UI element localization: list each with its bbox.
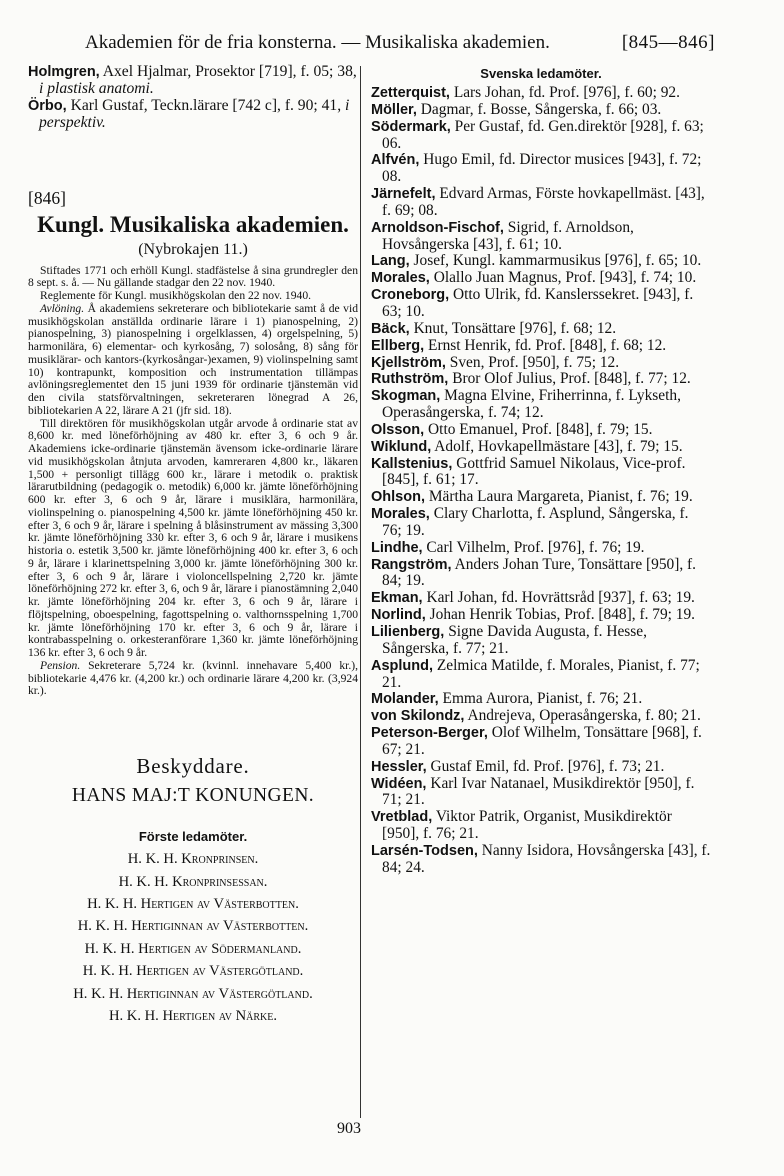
member-name: Wiklund, — [371, 438, 432, 455]
member-name: Larsén-Todsen, — [371, 842, 478, 859]
member-details: Bror Olof Julius, Prof. [848], f. 77; 12. — [452, 370, 691, 388]
member-entry — [371, 506, 711, 540]
member-details: Otto Ulrik, fd. Kanslerssekret. [943], f. 63; 10. — [382, 286, 694, 320]
member-name: Ekman, — [371, 590, 423, 607]
patron-name: HANS MAJ:T KONUNGEN. — [71, 785, 315, 807]
member-name: Asplund, — [371, 657, 434, 674]
member-details: Emma Aurora, Pianist, f. 76; 21. — [442, 690, 643, 708]
member-entry — [371, 759, 711, 776]
member-name: Kjellström, — [371, 354, 446, 371]
member-details: Josef, Kungl. kammarmusikus [976], f. 65; 10. — [413, 252, 702, 270]
member-details: Signe Davida Augusta, f. Hesse, Sångerska, f. 77; 21. — [382, 623, 647, 657]
entry — [28, 64, 358, 98]
member-entry — [371, 422, 711, 439]
honorary-heading: Förste ledamöter. — [138, 829, 248, 845]
member-details: Olof Wilhelm, Tonsättare [968], f. 67; 21. — [382, 724, 702, 758]
member-details: Lars Johan, fd. Prof. [976], f. 60; 92. — [453, 84, 680, 101]
member-entry — [371, 220, 711, 254]
member-details: Sigrid, f. Arnoldson, Hovsångerska [43], f. 61; 10. — [382, 218, 634, 253]
member-entry — [371, 102, 711, 119]
member-name: Olsson, — [371, 421, 425, 438]
member-entry — [371, 725, 711, 759]
member-details: Zelmica Matilde, f. Morales, Pianist, f. 77; 21. — [382, 656, 700, 691]
member-entry — [371, 85, 711, 102]
running-title: Akademien för de fria konsterna. — Musikaliska akademien. — [85, 32, 550, 53]
member-details: Karl Johan, fd. Hovrättsråd [937], f. 63; 19. — [426, 589, 695, 607]
member-name: Norlind, — [371, 607, 426, 624]
entry-subject: i plastisk anatomi. — [39, 79, 154, 97]
member-entry — [371, 843, 711, 877]
member-details: Edvard Armas, Förste hovkapellmäst. [43], f. 69; 08. — [382, 185, 705, 219]
member-entry — [371, 338, 711, 355]
member-entry — [371, 557, 711, 591]
pension-paragraph — [28, 660, 358, 698]
member-name: Molander, — [371, 691, 439, 708]
member-details: Magna Elvine, Friherrinna, f. Lykseth, Operasångerska, f. 74; 12. — [382, 387, 681, 422]
member-entry — [371, 590, 711, 607]
member-entry — [371, 456, 711, 490]
member-entry — [371, 371, 711, 388]
member-details: Per Gustaf, fd. Gen.direktör [928], f. 63; 06. — [382, 117, 704, 152]
member-details: Otto Emanuel, Prof. [848], f. 79; 15. — [428, 420, 653, 438]
member-entry — [371, 691, 711, 708]
member-name: Arnoldson-Fischof, — [371, 219, 504, 236]
member-details: Hugo Emil, fd. Director musices [943], f. 72; 08. — [382, 151, 702, 186]
member-entry — [371, 489, 711, 506]
salary-text: Å akademiens sekreterare och bibliotekarie samt å de vid musikhögskolan anställda ordinarie lärare i 1) pianospelning, 2) pianospelning, 3) pianospelning i orgelklassen, 4) orgelspelning, 5) harmonilära, 6) elementar- och kyrkosång, 7) solosång, 8) sång för musiklärar- och kantors-(kyrkosångar-)examen, 9) violinspelning samt 10) kontrapunkt, komposition och instrumentation tillämpas avlöningsreglementet den 15 juni 1939 för ordinarie tjänstemän vid den civila statsförvaltningen, sekreteraren lönegrad A 26, bibliotekarien A 22, lärare A 21 (jfr sid. 18). — [28, 301, 358, 417]
member-entry — [371, 321, 711, 338]
member-name: Morales, — [371, 506, 430, 523]
member-name: Croneborg, — [371, 287, 450, 304]
member-entry — [371, 186, 711, 220]
academy-address: (Nybrokajen 11.) — [138, 240, 248, 258]
members-list — [371, 85, 711, 877]
left-top-entries — [28, 64, 358, 132]
honorary-member: H. K. H. Hertigen av Västergötland. — [82, 963, 304, 980]
member-name: Lang, — [371, 253, 410, 270]
section-number: [846] — [28, 187, 66, 208]
honorary-list — [28, 848, 358, 1027]
member-name: Ohlson, — [371, 489, 425, 506]
salary-label: Avlöning. — [40, 301, 85, 315]
member-details: Gottfrid Samuel Nikolaus, Vice-prof. [845], f. 61; 17. — [382, 454, 686, 489]
member-details: Sven, Prof. [950], f. 75; 12. — [449, 353, 620, 371]
member-name: Skogman, — [371, 388, 441, 405]
member-name: Widéen, — [371, 775, 427, 792]
honorary-member: H. K. H. Hertigen av Västerbotten. — [87, 895, 299, 912]
member-name: Lindhe, — [371, 539, 423, 556]
member-name: Kallstenius, — [371, 455, 453, 472]
entry-name: Örbo, — [28, 97, 67, 114]
member-details: Clary Charlotta, f. Asplund, Sångerska, f. 76; 19. — [382, 505, 689, 539]
member-details: Carl Vilhelm, Prof. [976], f. 76; 19. — [426, 538, 645, 556]
entry-name: Holmgren, — [28, 64, 100, 80]
member-entry — [371, 355, 711, 372]
member-details: Gustaf Emil, fd. Prof. [976], f. 73; 21. — [430, 757, 665, 775]
entry — [28, 98, 358, 132]
member-name: Vretblad, — [371, 809, 433, 826]
member-entry — [371, 439, 711, 456]
members-heading: Svenska ledamöter. — [480, 66, 602, 81]
salary-paragraph — [28, 303, 358, 418]
column-divider — [360, 66, 361, 1118]
member-entry — [371, 270, 711, 287]
member-name: Alfvén, — [371, 152, 420, 169]
left-column — [28, 64, 358, 1027]
academy-title: Kungl. Musikaliska akademien. — [37, 211, 349, 237]
honorary-member: H. K. H. Hertigen av Närke. — [108, 1007, 278, 1024]
member-details: Dagmar, f. Bosse, Sångerska, f. 66; 03. — [420, 100, 662, 118]
running-header — [85, 32, 715, 54]
member-entry — [371, 253, 711, 270]
member-name: Bäck, — [371, 320, 410, 337]
member-name: Lilienberg, — [371, 624, 445, 640]
member-name: von Skilondz, — [371, 708, 465, 725]
member-details: Märtha Laura Margareta, Pianist, f. 76; 19. — [428, 488, 693, 506]
honorary-member: H. K. H. Hertigen av Södermanland. — [84, 940, 302, 957]
page-range: [845—846] — [621, 32, 715, 53]
member-details: Andrejeva, Operasångerska, f. 80; 21. — [467, 707, 701, 725]
member-entry — [371, 540, 711, 557]
member-details: Adolf, Hovkapellmästare [43], f. 79; 15. — [434, 437, 683, 455]
entry-text: Karl Gustaf, Teckn.lärare [742 c], f. 90; 41, — [70, 96, 342, 114]
member-entry — [371, 388, 711, 422]
member-details: Anders Johan Ture, Tonsättare [950], f. 84; 19. — [382, 555, 697, 590]
honorary-member: H. K. H. Hertiginnan av Västergötland. — [73, 985, 313, 1002]
pension-label: Pension. — [40, 658, 81, 672]
member-details: Johan Henrik Tobias, Prof. [848], f. 79; 19. — [429, 606, 696, 624]
member-name: Ruthström, — [371, 371, 449, 388]
member-entry — [371, 809, 711, 843]
member-entry — [371, 658, 711, 692]
honorary-member: H. K. H. Kronprinsen. — [127, 851, 259, 868]
member-name: Hessler, — [371, 758, 427, 775]
member-name: Ellberg, — [371, 337, 425, 354]
member-details: Olallo Juan Magnus, Prof. [943], f. 74; 10. — [433, 269, 697, 287]
member-details: Nanny Isidora, Hovsångerska [43], f. 84; 24. — [382, 841, 711, 876]
member-name: Möller, — [371, 101, 417, 118]
member-entry — [371, 119, 711, 153]
member-entry — [371, 152, 711, 186]
member-entry — [371, 708, 711, 725]
member-name: Rangström, — [371, 556, 452, 573]
member-name: Södermark, — [371, 118, 451, 135]
honorary-member: H. K. H. Kronprinsessan. — [118, 873, 268, 890]
member-entry — [371, 624, 711, 658]
member-details: Ernst Henrik, fd. Prof. [848], f. 68; 12. — [428, 336, 667, 354]
page-number: 903 — [337, 1120, 361, 1137]
member-entry — [371, 607, 711, 624]
pension-text: Sekreterare 5,724 kr. (kvinnl. innehavare 5,400 kr.), bibliotekarie 4,476 kr. (4,200 kr.) och ordinarie lärare 4,200 kr. (3,924 kr.). — [28, 658, 358, 698]
patron-heading: Beskyddare. — [136, 754, 250, 779]
member-entry — [371, 287, 711, 321]
entry-subject: i perspektiv. — [39, 96, 350, 131]
regulation-paragraph: Reglemente för Kungl. musikhögskolan den 22 nov. 1940. — [40, 289, 312, 303]
right-column — [371, 64, 711, 877]
member-name: Zetterquist, — [371, 85, 450, 101]
member-details: Karl Ivar Natanael, Musikdirektör [950], f. 71; 21. — [382, 774, 695, 809]
entry-text: Axel Hjalmar, Prosektor [719], f. 05; 38, — [102, 63, 357, 80]
founding-paragraph: Stiftades 1771 och erhöll Kungl. stadfästelse å sina grundregler den 8 sept. s. å. — Nu gällande stadgar den 22 nov. 1940. — [28, 263, 358, 290]
member-name: Peterson-Berger, — [371, 725, 488, 742]
member-details: Viktor Patrik, Organist, Musikdirektör [950], f. 76; 21. — [382, 808, 672, 843]
member-name: Järnefelt, — [371, 186, 436, 203]
honorary-member: H. K. H. Hertiginnan av Västerbotten. — [77, 918, 309, 935]
member-details: Knut, Tonsättare [976], f. 68; 12. — [413, 319, 617, 337]
director-paragraph: Till direktören för musikhögskolan utgår arvode å ordinarie stat av 8,600 kr. med löneförhöjning av 480 kr. efter 3, 6 och 9 år. Akademiens icke-ordinarie tjänstemän ävensom icke-ordinarie lärare vid musikhögskolan åtnjuta arvoden, kamreraren 4,800 kr., läkaren 1,500 + personligt tillägg 600 kr., lärare i metodik o. praktisk lärarutbildning (pedagogik o. metodik) 6,000 kr. jämte löneförhöjning 600 kr. efter 3, 6 och 9 år, lärare i musiklära, harmonilära, violinspelning o. pianospelning 4,500 kr. jämte löneförhöjning 450 kr. efter 3, 6 och 9 år, lärare i spelning å blåsinstrument av mässing 3,300 kr. jämte löneförhöjning 330 kr. efter 3, 6 och 9 år, lärare i musikens historia o. estetik 3,500 kr. jämte löneförhöjning 400 kr. efter 3, 6 och 9 år, lärare i klarinettspelning 3,000 kr. jämte löneförhöjning 300 kr. efter 3, 6 och 9 år, lärare i violoncellspelning 2,720 kr. jämte löneförhöjning 272 kr. efter 3, 6, och 9 år, lärare i pianostämning 2,040 kr. jämte löneförhöjning 204 kr. efter 3, 6 och 9 år, lärare i flöjtspelning, oboespelning, fagottspelning o. valthornsspelning 1,700 kr. jämte löneförhöjning 170 kr. efter 3, 6 och 9 år, lärare i kontrabasspelning o. orkesteranförare 1,360 kr. jämte löneförhöjning 136 kr. efter 3, 6 och 9 år. — [28, 416, 358, 660]
member-entry — [371, 776, 711, 810]
member-name: Morales, — [371, 270, 430, 287]
